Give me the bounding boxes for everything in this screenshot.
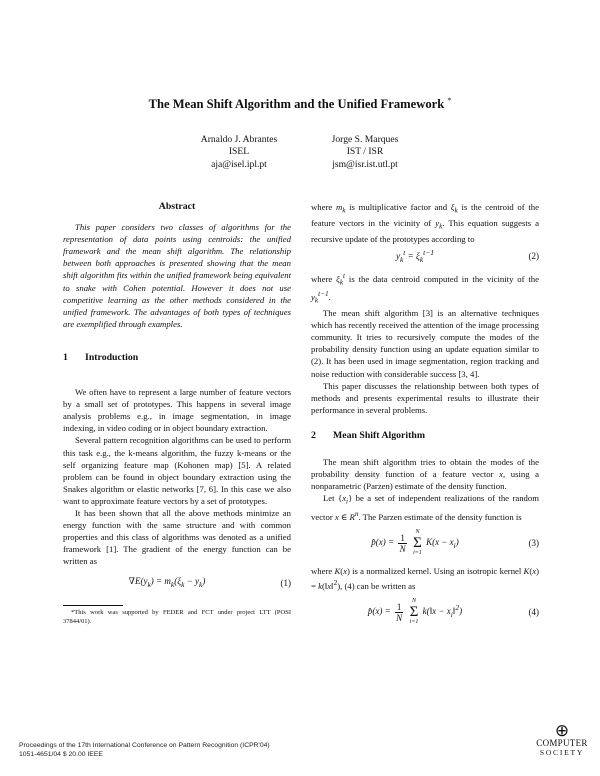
logo-word-computer: COMPUTER [536,738,588,748]
author-affiliation: ISEL [228,146,250,158]
author-name: Arnaldo J. Abrantes [200,134,278,145]
author-email: jsm@isr.ist.utl.pt [332,158,398,170]
logo-word-society: SOCIETY [539,748,585,757]
computer-society-logo [532,722,592,757]
intro-paragraph-1: We often have to represent a large number of feature vectors by a small set of prototypes. This happens in several image analysis problems e.g., in image segmentation, in image indexing, in video coding or in object boundary extraction. [63,387,291,434]
paper-outline-paragraph: This paper discusses the relationship between both types of methods and presents experimental results to illustrate their performance in several problems. [311,380,539,415]
logo-emblem-icon: ⊕ [554,721,570,740]
kernel-paragraph: where K(x) is a normalized kernel. Using an isotropic kernel K(x) = k(‖x‖$^2$), (4) can be written as [311,566,539,592]
mean-shift-paragraph-1: The mean shift algorithm tries to obtain the modes of the probability density function of a feature vector x, using a nonparametric (Parzen) estimate of the density function. [311,457,539,492]
right-column [311,201,539,626]
section-title: Introduction [85,351,139,363]
section-number: 2 [311,429,316,441]
footer-issn: 1051-4651/04 $ 20.00 IEEE [19,751,103,758]
author-affiliation: IST / ISR [346,146,384,158]
author-name: Jorge S. Marques [331,134,399,145]
author-email: aja@isel.ipl.pt [211,158,267,170]
intro-paragraph-2: Several pattern recognition algorithms can be used to perform this task e.g., the k-means algorithm, the fuzzy k-means or the self organizing feature map (Kohonen map) [5]. A related problem can be found in object boundary extraction using the Snakes algorithm or elastic networks [7, 6]. In this case we also want to approximate feature vectors by a set of prototypes. [63,435,291,506]
centroid-paragraph: where $m_k$ is multiplicative factor and $\xi_k$ is the centroid of the feature vectors in the vicinity of $y_k$. This equation suggests a recursive update of the prototypes according to [311,202,539,244]
section-number: 1 [63,351,68,363]
equation-3: p̂(x) = $\frac{1}{N}$ N Σ i=1 $K(x - x_i)$ (3) [371,529,539,557]
title-text: The Mean Shift Algorithm and the Unified Framework [148,97,445,112]
title-footnote-mark: * [447,96,452,105]
section-title: Mean Shift Algorithm [333,429,425,441]
page-footer [19,741,270,759]
abstract-heading: Abstract [158,201,196,212]
equation-2: $y_k^t = \xi_k^{t-1}$ (2) [395,247,539,264]
equation-1: $\nabla E(y_k) = m_k(\xi_k - y_k)$ (1) [128,576,291,590]
intro-paragraph-3: It has been shown that all the above methods minimize an energy function with the same structure and with common properties and this class of algorithms was denoted as a unified framework [1]. The gradient of the energy function can be written as [63,507,291,567]
mean-shift-intro-paragraph: The mean shift algorithm [3] is an alternative techniques which has recently received the attention of the image processing community. It tries to recursively compute the modes of the probability density function using an update equation similar to (2). It has been used in image segmentation, region tracking and noise reduction with considerable success [3, 4]. [311,308,539,379]
author-block-2 [290,134,440,171]
left-column [63,201,291,626]
section-heading-mean-shift [311,430,539,442]
equation-4: p̂(x) = $\frac{1}{N}$ N Σ i=1 k(‖x − $x_i‖^2$) (4) [367,598,539,626]
centroid-definition: where $\xi_k^t$ is the data centroid computed in the vicinity of the $y_k^{t-1}$. [311,271,539,305]
footer-proceedings: Proceedings of the 17th International Conference on Pattern Recognition (ICPR'04) [19,742,270,749]
footnote-rule [63,605,123,606]
equation-label: (3) [528,538,539,549]
footnote: *This work was supported by FEDER and FCT under project LTT (POSI 37844/01). [63,609,291,625]
equation-label: (2) [528,251,539,262]
mean-shift-paragraph-2: Let $\{x_i\}$ be a set of independent realizations of the random vector x ∈ $R^n$. The Parzen estimate of the density function is [311,493,539,523]
paper-title [0,96,600,112]
section-heading-introduction [63,352,291,364]
abstract-text: This paper considers two classes of algorithms for the representation of data points using centroids: the unified framework and the mean shift algorithm. The relationship between both approaches is presented showing that the mean shift algorithm fits within the unified framework being equivalent to snake with Cohen potential. However it does not use competitive learning as the other methods considered in the unified framework. The advantages of both types of techniques are exemplified through examples. [63,222,291,329]
equation-label: (1) [280,578,291,589]
equation-label: (4) [528,607,539,618]
